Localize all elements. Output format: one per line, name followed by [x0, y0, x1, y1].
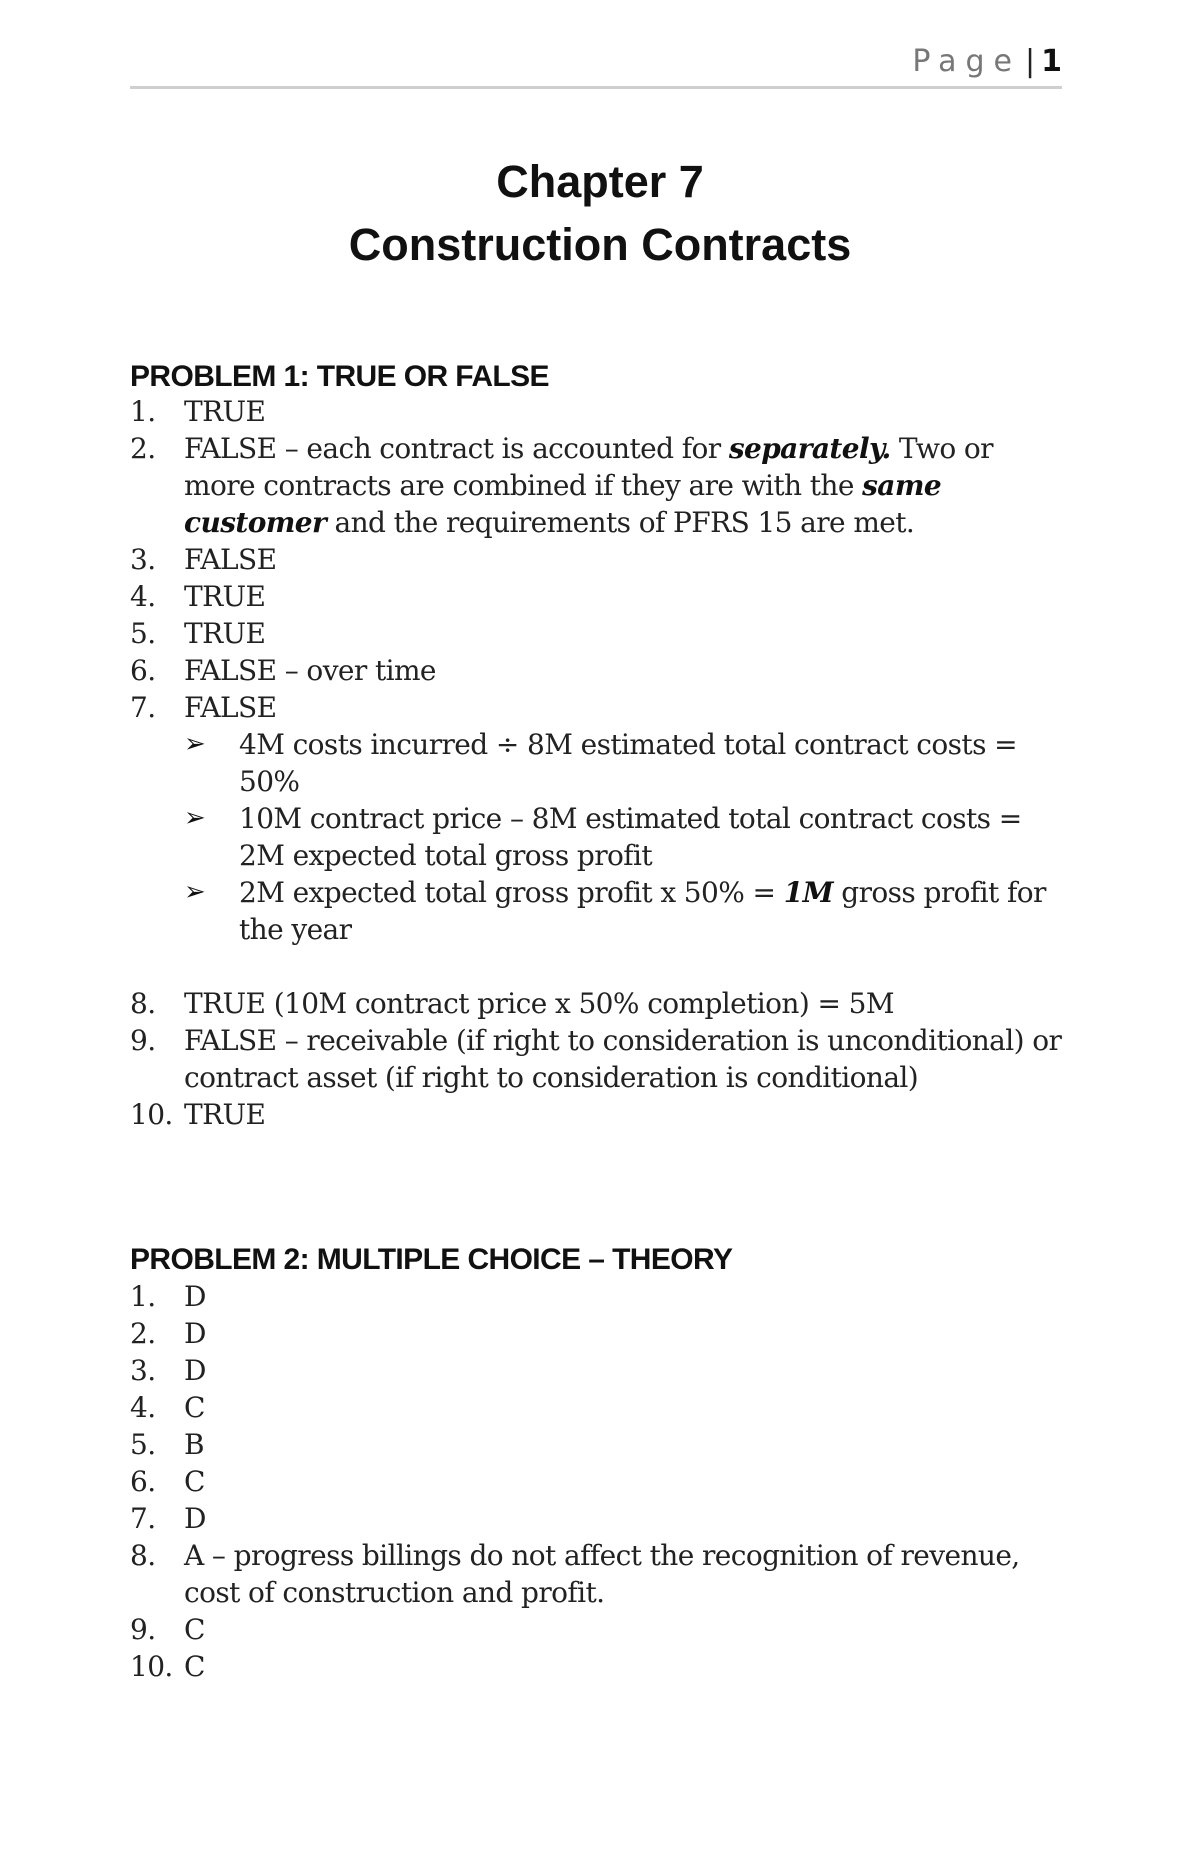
item-text: [184, 430, 1070, 541]
item-text: D: [184, 1502, 206, 1535]
list-item: [130, 1389, 1070, 1426]
item-number: 9.: [130, 1024, 156, 1057]
item-number: 5.: [130, 617, 156, 650]
list-item: [130, 1463, 1070, 1500]
item-text: FALSE – over time: [184, 654, 436, 687]
list-item: [130, 1611, 1070, 1648]
list-item: [130, 615, 1070, 652]
item-number: 7.: [130, 1502, 156, 1535]
page-number: 1: [1041, 44, 1062, 79]
item-number: 3.: [130, 1354, 156, 1387]
bullet-item: [184, 800, 1070, 874]
item-number: 10.: [130, 1650, 173, 1683]
arrow-bullet-icon: ➢: [184, 803, 206, 833]
item-text-part: and the requirements of PFRS 15 are met.: [326, 506, 915, 539]
list-item: [130, 1278, 1070, 1315]
list-item: [130, 1022, 1070, 1096]
list-item: [130, 985, 1070, 1022]
item-text: C: [184, 1650, 205, 1683]
item-number: 1.: [130, 1280, 156, 1313]
item-text: TRUE: [184, 580, 266, 613]
item-text: D: [184, 1354, 206, 1387]
chapter-title: [0, 150, 1200, 276]
spacer: [130, 948, 1070, 985]
item-text: A – progress billings do not affect the recognition of revenue, cost of construction and profit.: [184, 1539, 1020, 1609]
bullet-text: 10M contract price – 8M estimated total contract costs = 2M expected total gross profit: [239, 802, 1022, 872]
list-item: [130, 1352, 1070, 1389]
item-text: FALSE: [184, 543, 277, 576]
list-item: [130, 1500, 1070, 1537]
list-item: [130, 652, 1070, 689]
item-text: TRUE: [184, 617, 266, 650]
list-item: [130, 1315, 1070, 1352]
item-text: C: [184, 1465, 205, 1498]
item-text: D: [184, 1317, 206, 1350]
page-header: [130, 40, 1062, 89]
item-number: 2.: [130, 1317, 156, 1350]
page-word: Page: [912, 44, 1022, 79]
list-item: [130, 393, 1070, 430]
item-number: 10.: [130, 1098, 173, 1131]
list-item: [130, 430, 1070, 541]
item-text: TRUE (10M contract price x 50% completion) = 5M: [184, 987, 894, 1020]
item-number: 5.: [130, 1428, 156, 1461]
item-text: FALSE – receivable (if right to consideration is unconditional) or contract asset (if right to consideration is conditional): [184, 1024, 1062, 1094]
arrow-bullet-icon: ➢: [184, 877, 206, 907]
bullet-text: 4M costs incurred ÷ 8M estimated total contract costs = 50%: [239, 728, 1018, 798]
item-number: 8.: [130, 987, 156, 1020]
problem1-heading: PROBLEM 1: TRUE OR FALSE: [130, 360, 549, 393]
page-separator: |: [1025, 44, 1036, 79]
bullet-item: [184, 726, 1070, 800]
item-number: 7.: [130, 691, 156, 724]
list-item: [130, 1537, 1070, 1611]
item-number: 8.: [130, 1539, 156, 1572]
list-item: [130, 578, 1070, 615]
item-text: C: [184, 1613, 205, 1646]
emphasis-1m: 1M: [783, 876, 833, 909]
problem1-list: [130, 393, 1070, 1133]
item-number: 3.: [130, 543, 156, 576]
arrow-bullet-icon: ➢: [184, 729, 206, 759]
item-number: 6.: [130, 654, 156, 687]
list-item: [130, 689, 1070, 726]
page-indicator: [912, 44, 1062, 79]
bullet-text: [239, 874, 1070, 948]
emphasis-separately: separately.: [728, 432, 891, 465]
list-item: [130, 541, 1070, 578]
chapter-name: Construction Contracts: [348, 219, 852, 270]
item-number: 1.: [130, 395, 156, 428]
item-text: D: [184, 1280, 206, 1313]
chapter-number: Chapter 7: [496, 156, 704, 207]
bullet-text-part: 2M expected total gross profit x 50% =: [239, 876, 784, 909]
item-text: B: [184, 1428, 204, 1461]
item-text: TRUE: [184, 395, 266, 428]
item-text: C: [184, 1391, 205, 1424]
item-text: TRUE: [184, 1098, 266, 1131]
problem2-list: [130, 1278, 1070, 1685]
problem2-heading: PROBLEM 2: MULTIPLE CHOICE – THEORY: [130, 1243, 733, 1276]
bullet-text-part: gross profit for the year: [239, 876, 1046, 946]
item-number: 4.: [130, 1391, 156, 1424]
list-item: [130, 1648, 1070, 1685]
emphasis-same-customer: same customer: [184, 469, 942, 539]
item-text-part: FALSE – each contract is accounted for: [184, 432, 729, 465]
item-number: 4.: [130, 580, 156, 613]
item-number: 9.: [130, 1613, 156, 1646]
item-text: FALSE: [184, 691, 277, 724]
list-item: [130, 1096, 1070, 1133]
list-item: [130, 1426, 1070, 1463]
item-text-part: Two or more contracts are combined if they are with the: [184, 432, 993, 502]
item-number: 2.: [130, 432, 156, 465]
item-number: 6.: [130, 1465, 156, 1498]
bullet-item: [184, 874, 1070, 948]
